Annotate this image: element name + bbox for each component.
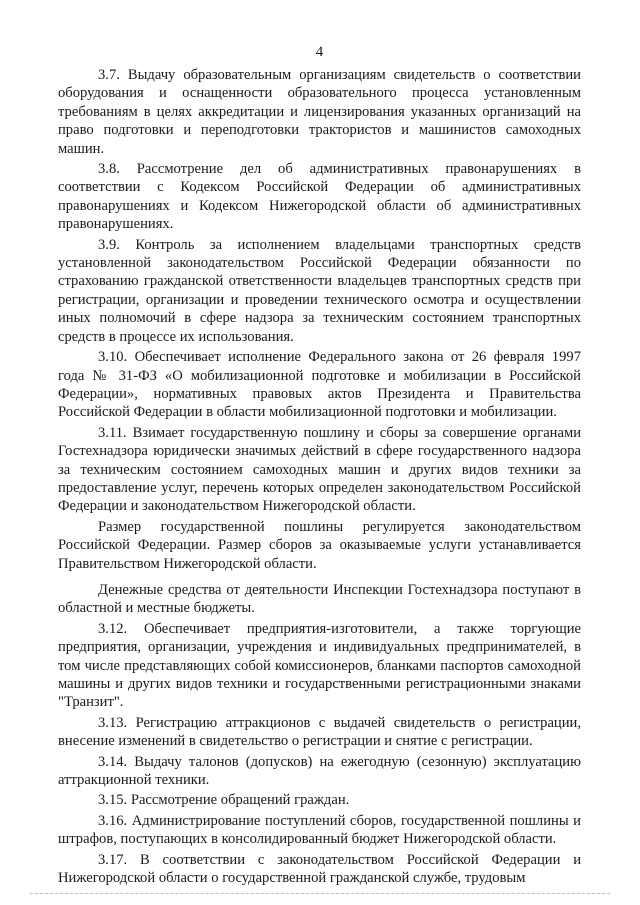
- paragraph-3-10: 3.10. Обеспечивает исполнение Федерального закона от 26 февраля 1997 года № 31-ФЗ «О мобилизационной подготовке и мобилизации в Российской Федерации», нормативных правовых актов Президента и Правительства Российской Федерации в области мобилизационной подготовки и мобилизации.: [58, 349, 581, 421]
- paragraph-3-13: 3.13. Регистрацию аттракционов с выдачей свидетельств о регистрации, внесение изменений в свидетельство о регистрации и снятие с регистрации.: [58, 714, 581, 750]
- scan-edge-divider: [30, 893, 610, 894]
- paragraph-3-16: 3.16. Администрирование поступлений сборов, государственной пошлины и штрафов, поступающих в консолидированный бюджет Нижегородской области.: [58, 812, 581, 848]
- paragraph-3-14: 3.14. Выдачу талонов (допусков) на ежегодную (сезонную) эксплуатацию аттракционной техники.: [58, 753, 581, 789]
- paragraph-3-15: 3.15. Рассмотрение обращений граждан.: [98, 792, 350, 809]
- document-body: [58, 66, 581, 889]
- paragraph-3-12: 3.12. Обеспечивает предприятия-изготовители, а также торгующие предприятия, организации, учреждения и индивидуальных предпринимателей, в том числе представляющих собой комиссионеров, бланками паспортов самоходной машины и других видов техники и государственными регистрационными знаками "Транзит".: [58, 620, 581, 711]
- paragraph-3-11: 3.11. Взимает государственную пошлину и сборы за совершение органами Гостехнадзора юридически значимых действий в сфере государственного надзора за техническим состоянием самоходных машин и других видов техники за предоставление услуг, перечень которых определен законодательством Российской Федерации и законодательством Нижегородской области.: [58, 424, 581, 515]
- paragraph-3-17: 3.17. В соответствии с законодательством Российской Федерации и Нижегородской области о государственной гражданской службе, трудовым: [58, 851, 581, 887]
- paragraph-state-duty: Размер государственной пошлины регулируется законодательством Российской Федерации. Размер сборов за оказываемые услуги устанавливается Правительством Нижегородской области.: [58, 518, 581, 572]
- paragraph-3-7: 3.7. Выдачу образовательным организациям свидетельств о соответствии оборудования и оснащенности образовательного процесса установленным требованиям в целях аккредитации и лицензирования указанных организаций на право подготовки и переподготовки трактористов и машинистов самоходных машин.: [58, 67, 581, 157]
- paragraph-3-9: 3.9. Контроль за исполнением владельцами транспортных средств установленной законодательством Российской Федерации обязанности по страхованию гражданской ответственности владельцев транспортных средств при регистрации, организации и проведении технического осмотра и осуществлении иных полномочий в сфере надзора за техническим состоянием транспортных средств в процессе их использования.: [58, 236, 581, 345]
- page-number: 4: [315, 44, 324, 60]
- paragraph-3-8: 3.8. Рассмотрение дел об административных правонарушениях в соответствии с Кодексом Российской Федерации об административных правонарушениях и Кодексом Нижегородской области об административных правонарушениях.: [58, 161, 581, 233]
- paragraph-funds: Денежные средства от деятельности Инспекции Гостехнадзора поступают в областной и местные бюджеты.: [58, 581, 581, 617]
